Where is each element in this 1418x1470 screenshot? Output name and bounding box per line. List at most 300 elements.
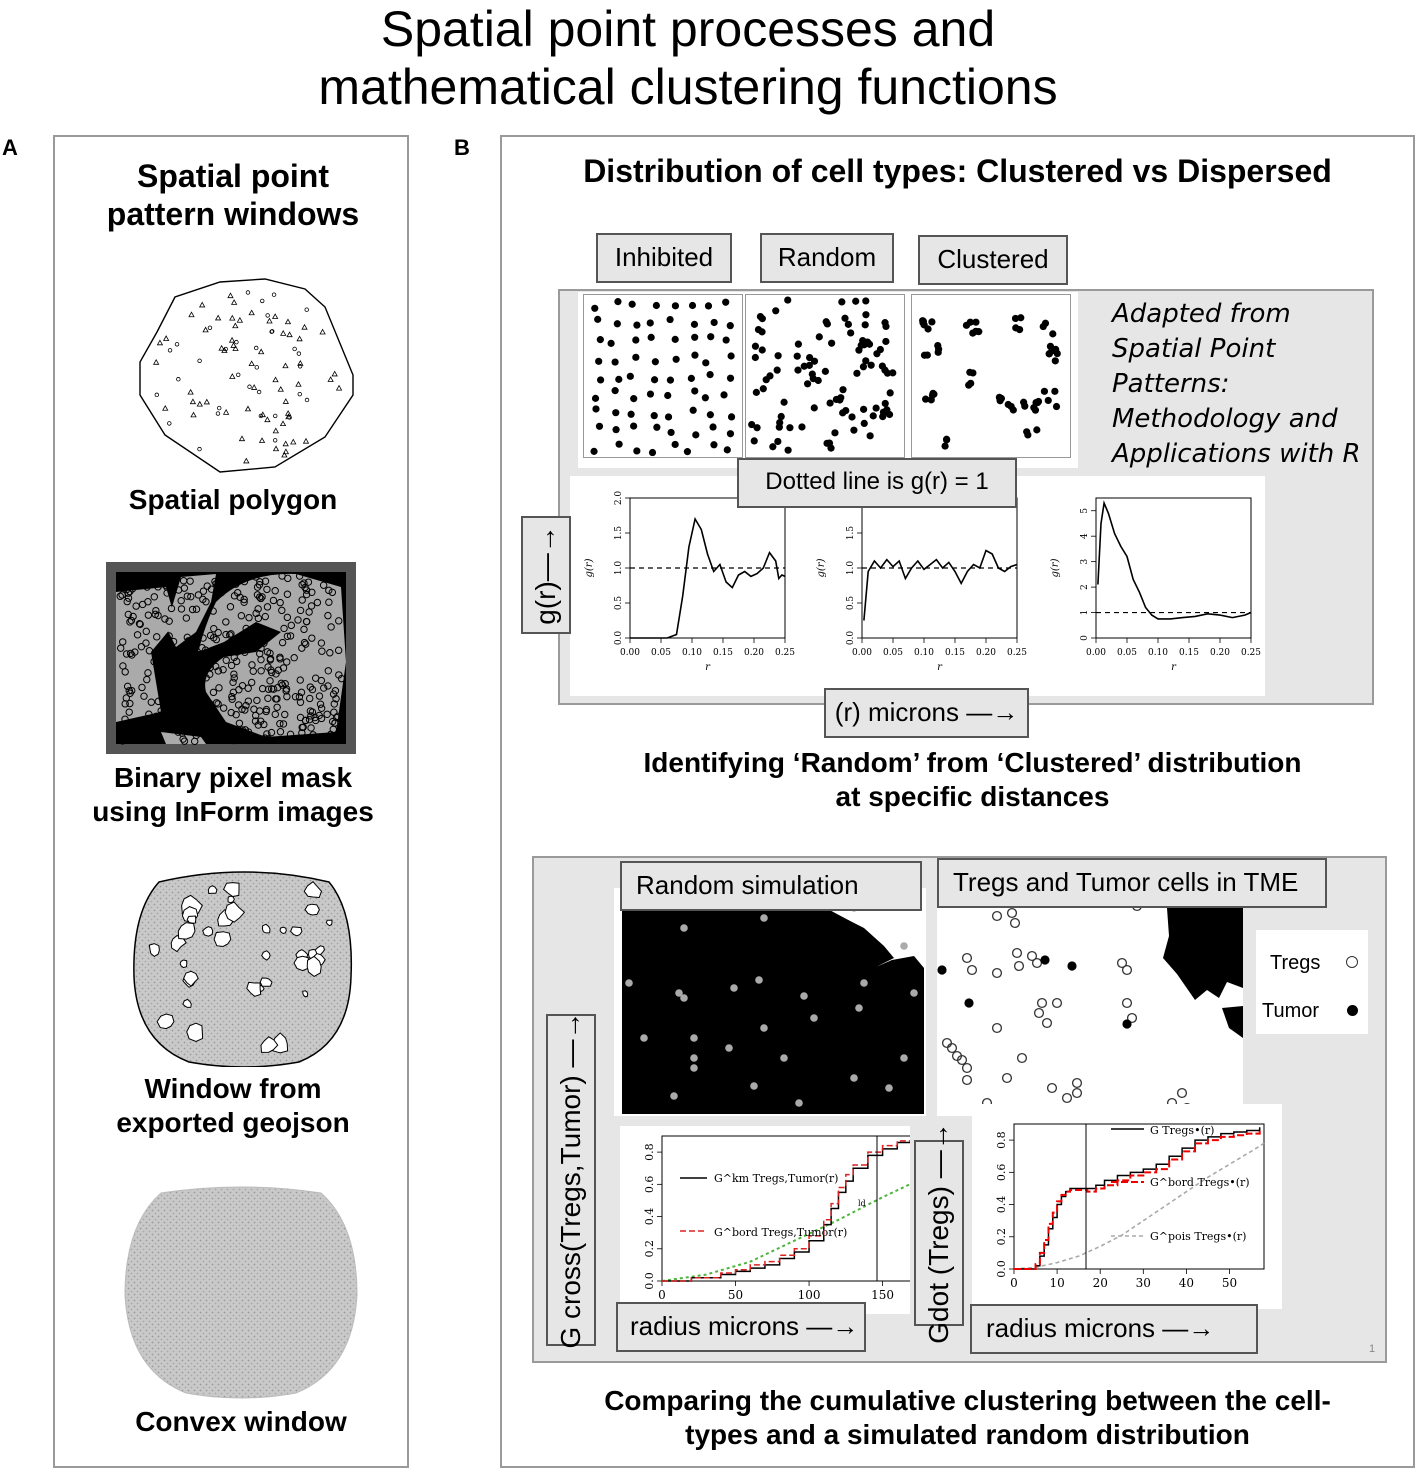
random-point xyxy=(801,363,808,370)
simulated-point xyxy=(725,1044,733,1052)
inhibited-point xyxy=(672,302,679,309)
clustered-point xyxy=(1012,324,1019,331)
inhibited-point xyxy=(632,336,639,343)
y-tick-label: 0.0 xyxy=(614,630,624,646)
random-point xyxy=(873,404,880,411)
random-point xyxy=(848,413,855,420)
panel-a-header xyxy=(55,157,411,233)
tag-clustered: Clustered xyxy=(918,235,1068,285)
inhibited-point xyxy=(665,413,672,420)
y-tick-label: 0.6 xyxy=(643,1175,656,1194)
random-point xyxy=(862,357,869,364)
spatial-polygon-image xyxy=(135,277,365,477)
inhibited-point xyxy=(615,376,622,383)
random-point xyxy=(780,399,787,406)
y-tick-label: 0.0 xyxy=(995,1260,1008,1278)
caption-comparing-line1: Comparing the cumulative clustering between the cell- xyxy=(604,1385,1331,1416)
random-point xyxy=(811,404,818,411)
random-simulation-tag: Random simulation xyxy=(620,861,922,911)
random-point xyxy=(759,346,766,353)
inhibited-point xyxy=(702,394,709,401)
clustered-point xyxy=(1041,388,1048,395)
x-tick-label: 0.20 xyxy=(743,648,765,658)
inhibited-point xyxy=(652,358,659,365)
tumor-cell xyxy=(1122,1019,1131,1028)
simulated-point xyxy=(860,979,868,987)
tme-tag: Tregs and Tumor cells in TME xyxy=(937,858,1327,908)
inhibited-point xyxy=(594,316,601,323)
random-point xyxy=(794,367,801,374)
random-point xyxy=(751,437,758,444)
geojson-window-image xyxy=(129,867,359,1067)
random-point xyxy=(882,338,889,345)
y-tick-label: 5 xyxy=(1080,507,1090,514)
random-point xyxy=(823,318,830,325)
random-point xyxy=(778,413,785,420)
random-simulation-map xyxy=(614,888,926,1116)
x-tick-label: 0.05 xyxy=(650,648,672,658)
inhibited-point xyxy=(651,412,658,419)
inhibited-point xyxy=(630,395,637,402)
inhibited-point xyxy=(727,375,734,382)
inhibited-point xyxy=(727,322,734,329)
random-point xyxy=(774,438,781,445)
tme-map xyxy=(937,888,1243,1116)
x-tick-label: 0.25 xyxy=(1240,648,1262,658)
panel-a-header-line2: pattern windows xyxy=(106,196,360,232)
simulated-point xyxy=(690,1034,698,1042)
random-point xyxy=(822,368,829,375)
item-label-line1: Convex window xyxy=(135,1406,347,1437)
caption-identifying-line2: at specific distances xyxy=(835,781,1110,812)
x-axis-label: r xyxy=(937,662,942,673)
inhibited-point xyxy=(612,426,619,433)
simulated-point xyxy=(850,1074,858,1082)
simulated-point xyxy=(800,992,808,1000)
random-point xyxy=(839,386,846,393)
simulated-point xyxy=(750,1082,758,1090)
simulated-point xyxy=(810,1014,818,1022)
x-tick-label: 0 xyxy=(1010,1276,1018,1290)
figure-title xyxy=(0,0,1376,116)
clustered-point xyxy=(1053,403,1060,410)
y-tick-label: 0.6 xyxy=(995,1163,1008,1182)
x-tick-label: 0.00 xyxy=(851,648,873,658)
y-tick-label: 1.5 xyxy=(614,525,624,541)
tag-inhibited: Inhibited xyxy=(596,233,732,283)
x-tick-label: 0.15 xyxy=(944,648,966,658)
y-tick-label: 0.5 xyxy=(614,595,624,611)
random-point xyxy=(776,424,783,431)
item-label-geojson xyxy=(55,1072,411,1140)
clustered-point xyxy=(924,351,931,358)
random-point xyxy=(847,329,854,336)
x-tick-label: 0.05 xyxy=(1116,648,1138,658)
y-tick-label: 0.0 xyxy=(846,630,856,646)
random-point xyxy=(828,340,835,347)
random-point xyxy=(752,343,759,350)
item-label-line1: Window from xyxy=(144,1073,322,1104)
legend-bord-label: G^bord Tregs,Tumor(r) xyxy=(714,1226,848,1239)
inhibited-point xyxy=(651,376,658,383)
caption-comparing-line2: types and a simulated random distribution xyxy=(685,1419,1250,1450)
gcross-plot xyxy=(620,1126,910,1314)
inhibited-point xyxy=(705,302,712,309)
clustered-point xyxy=(928,396,935,403)
random-point xyxy=(810,375,817,382)
inhibited-point xyxy=(633,321,640,328)
inhibited-point xyxy=(616,441,623,448)
random-point xyxy=(870,412,877,419)
random-point xyxy=(862,311,869,318)
random-point xyxy=(772,307,779,314)
gdot-axis-tag-text: Gdot (Tregs) —→ xyxy=(923,1122,954,1344)
x-tick-label: 0.20 xyxy=(1209,648,1231,658)
y-tick-label: 2.0 xyxy=(614,490,624,506)
inhibited-point xyxy=(612,409,619,416)
y-tick-label: 0.4 xyxy=(995,1195,1008,1214)
inhibited-point xyxy=(706,371,713,378)
clustered-point xyxy=(928,318,935,325)
caption-comparing xyxy=(500,1384,1418,1452)
random-point xyxy=(816,333,823,340)
inhibited-point xyxy=(647,319,654,326)
gr-plot-inhibited xyxy=(570,486,800,691)
page-number: 1 xyxy=(1369,1343,1376,1355)
inhibited-point xyxy=(614,320,621,327)
clustered-point xyxy=(1052,357,1059,364)
simulated-point xyxy=(675,989,683,997)
gdot-axis-tag xyxy=(914,1122,964,1344)
simulated-point xyxy=(760,1024,768,1032)
adapted-line: Methodology and xyxy=(1112,404,1338,434)
clustered-point xyxy=(1012,315,1019,322)
x-tick-label: 100 xyxy=(797,1288,821,1302)
panel-b-header: Distribution of cell types: Clustered vs Dispersed xyxy=(583,153,1332,189)
random-point xyxy=(836,396,843,403)
simulated-point xyxy=(640,1034,648,1042)
simulated-point xyxy=(690,1064,698,1072)
random-point xyxy=(841,315,848,322)
inhibited-point xyxy=(691,387,698,394)
inhibited-point xyxy=(653,424,660,431)
simulated-point xyxy=(780,1054,788,1062)
random-point xyxy=(884,370,891,377)
random-point xyxy=(766,372,773,379)
simulated-point xyxy=(680,924,688,932)
clustered-point xyxy=(943,436,950,443)
ld-label: ld xyxy=(858,1199,866,1208)
adapted-note xyxy=(1112,297,1362,472)
clustered-point xyxy=(919,317,926,324)
inhibited-point xyxy=(667,377,674,384)
inhibited-point xyxy=(688,375,695,382)
figure-title-line2: mathematical clustering functions xyxy=(318,59,1058,115)
random-point xyxy=(826,439,833,446)
simulated-point xyxy=(670,1092,678,1100)
inhibited-point xyxy=(689,302,696,309)
inhibited-point xyxy=(724,446,731,453)
inhibited-point xyxy=(596,423,603,430)
simulated-point xyxy=(885,1084,893,1092)
inhibited-point xyxy=(672,336,679,343)
y-tick-label: 0 xyxy=(1080,635,1090,641)
random-point xyxy=(853,370,860,377)
random-pattern-image xyxy=(745,294,905,458)
panel-b-label: B xyxy=(454,135,470,160)
inhibited-point xyxy=(612,358,619,365)
random-point xyxy=(806,354,813,361)
simulated-point xyxy=(755,976,763,984)
adapted-line: Patterns: xyxy=(1112,369,1230,399)
clustered-point xyxy=(1024,431,1031,438)
simulated-point xyxy=(910,989,918,997)
x-tick-label: 0.20 xyxy=(975,648,997,658)
gcross-axis-tag-text: G cross(Tregs,Tumor) —→ xyxy=(555,1011,586,1349)
inhibited-point xyxy=(667,429,674,436)
figure-title-line1: Spatial point processes and xyxy=(380,1,996,57)
inhibited-point xyxy=(630,422,637,429)
x-tick-label: 0.00 xyxy=(619,648,641,658)
clustered-point xyxy=(996,394,1003,401)
simulated-point xyxy=(900,1054,908,1062)
item-label-line2: exported geojson xyxy=(116,1107,350,1138)
random-point xyxy=(867,432,874,439)
inhibited-point xyxy=(597,376,604,383)
random-point xyxy=(826,399,833,406)
y-tick-label: 3 xyxy=(1080,558,1090,565)
inhibited-point xyxy=(632,354,639,361)
r-axis-tag: (r) microns —→ xyxy=(824,688,1029,738)
plot-frame xyxy=(630,498,785,638)
random-point xyxy=(798,423,805,430)
inhibited-point xyxy=(702,359,709,366)
legend-main-label: G Tregs•(r) xyxy=(1150,1124,1215,1137)
inhibited-point xyxy=(728,352,735,359)
y-tick-label: 2 xyxy=(1080,584,1090,590)
inhibited-point xyxy=(592,405,599,412)
tumor-cell xyxy=(1040,955,1049,964)
inhibited-point xyxy=(612,387,619,394)
x-tick-label: 50 xyxy=(1221,1276,1238,1290)
inhibited-point xyxy=(629,301,636,308)
inhibited-point xyxy=(648,334,655,341)
random-point xyxy=(879,413,886,420)
adapted-line: Applications with R xyxy=(1112,439,1361,469)
item-label-line2: using InForm images xyxy=(92,796,374,827)
clustered-point xyxy=(941,442,948,449)
inhibited-point xyxy=(691,334,698,341)
clustered-point xyxy=(1033,426,1040,433)
clustered-point xyxy=(975,328,982,335)
x-tick-label: 0.25 xyxy=(1006,648,1028,658)
y-axis-label: g(r) xyxy=(584,558,595,578)
random-point xyxy=(882,400,889,407)
random-point xyxy=(862,297,869,304)
y-tick-label: 0.8 xyxy=(995,1131,1008,1149)
panel-a-header-line1: Spatial point xyxy=(137,158,329,194)
x-tick-label: 0.15 xyxy=(712,648,734,658)
clustered-point xyxy=(1051,388,1058,395)
y-tick-label: 0.4 xyxy=(643,1207,656,1226)
legend-tregs-marker xyxy=(1346,956,1358,968)
clustered-point xyxy=(935,349,942,356)
inhibited-point xyxy=(614,298,621,305)
dotted-line-note: Dotted line is g(r) = 1 xyxy=(737,458,1017,508)
random-point xyxy=(861,420,868,427)
random-point xyxy=(753,424,760,431)
inhibited-point xyxy=(723,336,730,343)
inhibited-point xyxy=(595,358,602,365)
clustered-point xyxy=(965,382,972,389)
inhibited-point xyxy=(653,302,660,309)
random-point xyxy=(842,407,849,414)
plot-frame xyxy=(862,498,1017,638)
simulated-point xyxy=(730,984,738,992)
g-axis-tag xyxy=(521,516,571,634)
adapted-line: Adapted from xyxy=(1112,299,1291,329)
inhibited-point xyxy=(722,299,729,306)
item-label-binary-mask xyxy=(55,761,411,829)
clustered-point xyxy=(934,342,941,349)
random-point xyxy=(804,380,811,387)
x-tick-label: 0.10 xyxy=(913,648,935,658)
binary-mask-image xyxy=(106,562,356,754)
clustered-point xyxy=(1049,330,1056,337)
legend-tumor-marker xyxy=(1347,1005,1358,1016)
y-axis-label: g(r) xyxy=(816,558,827,578)
clustered-point xyxy=(963,322,970,329)
g-axis-tag-text: g(r)—→ xyxy=(530,525,561,625)
random-point xyxy=(879,362,886,369)
random-point xyxy=(760,385,767,392)
inhibited-point xyxy=(709,423,716,430)
x-axis-label: r xyxy=(1171,662,1176,673)
x-tick-label: 10 xyxy=(1049,1276,1065,1290)
random-point xyxy=(873,350,880,357)
clustered-point xyxy=(1048,347,1055,354)
x-axis-label: r xyxy=(705,662,710,673)
random-point xyxy=(860,406,867,413)
random-point xyxy=(774,367,781,374)
inhibited-point xyxy=(633,447,640,454)
inhibited-point xyxy=(710,441,717,448)
legend-tumor: Tumor xyxy=(1262,1000,1320,1022)
simulated-point xyxy=(900,942,908,950)
random-point xyxy=(838,298,845,305)
random-point xyxy=(755,326,762,333)
inhibited-point xyxy=(720,391,727,398)
simulated-point xyxy=(625,979,633,987)
simulated-point xyxy=(690,1054,698,1062)
random-point xyxy=(775,352,782,359)
inhibited-point xyxy=(664,392,671,399)
inhibited-point xyxy=(707,333,714,340)
inhibited-point xyxy=(628,411,635,418)
y-tick-label: 1.0 xyxy=(846,560,856,576)
y-tick-label: 0.5 xyxy=(846,595,856,611)
x-tick-label: 40 xyxy=(1178,1276,1195,1290)
inhibited-point xyxy=(684,448,691,455)
panel-a-label: A xyxy=(2,135,18,160)
tumor-cell xyxy=(964,998,973,1007)
caption-identifying-line1: Identifying ‘Random’ from ‘Clustered’ distribution xyxy=(643,747,1302,778)
inhibited-point xyxy=(691,321,698,328)
x-tick-label: 30 xyxy=(1135,1276,1151,1290)
inhibited-point xyxy=(727,430,734,437)
inhibited-point xyxy=(608,340,615,347)
radius-tag-left: radius microns —→ xyxy=(616,1302,866,1352)
inhibited-point xyxy=(728,413,735,420)
tumor-cell xyxy=(937,965,946,974)
inhibited-point xyxy=(672,441,679,448)
random-point xyxy=(852,298,859,305)
inhibited-point xyxy=(597,336,604,343)
inhibited-point xyxy=(690,407,697,414)
clustered-point xyxy=(1042,320,1049,327)
clustered-point xyxy=(966,369,973,376)
random-point xyxy=(887,389,894,396)
x-tick-label: 50 xyxy=(727,1288,744,1302)
y-tick-label: 1.0 xyxy=(614,560,624,576)
random-point xyxy=(786,424,793,431)
random-point xyxy=(858,342,865,349)
random-point xyxy=(794,353,801,360)
gr-plot-clustered xyxy=(1036,486,1266,691)
geojson-hole xyxy=(280,927,286,933)
y-tick-label: 4 xyxy=(1080,533,1090,540)
inhibited-point xyxy=(627,373,634,380)
inhibited-point xyxy=(591,305,598,312)
geojson-hole xyxy=(228,896,234,903)
random-point xyxy=(845,321,852,328)
simulated-point xyxy=(760,914,768,922)
legend-tregs: Tregs xyxy=(1270,952,1321,974)
legend-km-label: G^km Tregs,Tumor(r) xyxy=(714,1172,839,1185)
x-tick-label: 20 xyxy=(1092,1276,1108,1290)
x-tick-label: 0.10 xyxy=(681,648,703,658)
x-tick-label: 0.00 xyxy=(1085,648,1107,658)
random-point xyxy=(759,315,766,322)
item-label-line1: Binary pixel mask xyxy=(113,762,353,793)
panel-a xyxy=(53,135,409,1468)
inhibited-point xyxy=(590,448,597,455)
tumor-cell xyxy=(1067,961,1076,970)
x-tick-label: 0.25 xyxy=(774,648,796,658)
x-tick-label: 0.05 xyxy=(882,648,904,658)
random-point xyxy=(795,341,802,348)
clustered-point xyxy=(972,319,979,326)
y-axis-label: g(r) xyxy=(1050,558,1061,578)
inhibited-point xyxy=(707,411,714,418)
y-tick-label: 1.5 xyxy=(846,525,856,541)
inhibited-point xyxy=(649,449,656,456)
inhibited-point xyxy=(647,390,654,397)
geojson-hole xyxy=(180,960,187,968)
random-point xyxy=(753,389,760,396)
random-point xyxy=(831,429,838,436)
inhibited-point xyxy=(711,319,718,326)
item-label-spatial-polygon xyxy=(55,483,411,517)
legend-bord-label: G^bord Tregs•(r) xyxy=(1150,1176,1250,1189)
clustered-point xyxy=(1045,397,1052,404)
random-point xyxy=(784,296,791,303)
inhibited-point xyxy=(667,316,674,323)
random-point xyxy=(850,427,857,434)
random-point xyxy=(752,354,759,361)
gr-plot-random xyxy=(802,486,1032,691)
x-tick-label: 0 xyxy=(658,1288,666,1302)
